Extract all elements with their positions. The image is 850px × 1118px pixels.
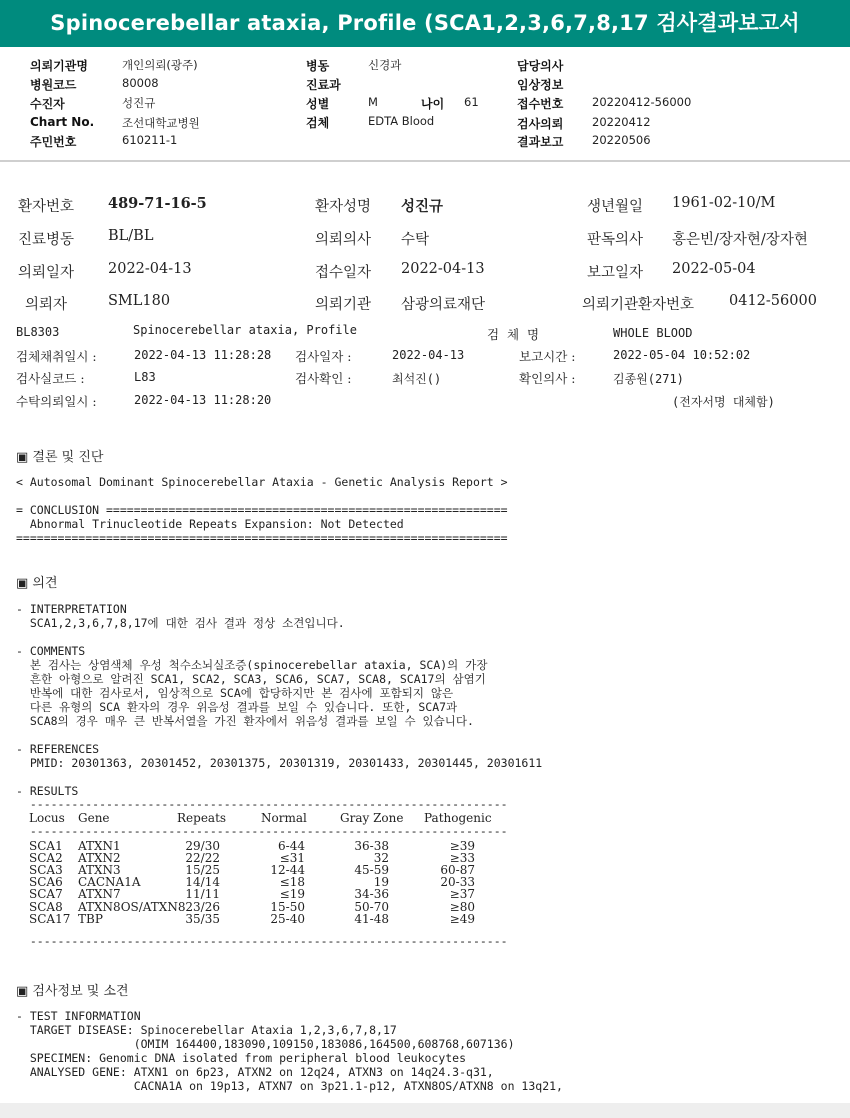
referring-doctor-value: 수탁 <box>401 232 430 248</box>
patient-name-label: 환자성명 <box>315 199 372 215</box>
references-text: PMID: 20301363, 20301452, 20301375, 20301319, 20301433, 20301445, 20301611 <box>16 756 543 770</box>
request-time-value: 2022-04-13 11:28:20 <box>134 393 272 407</box>
age-label: 나이 <box>421 97 445 111</box>
results-title: - RESULTS <box>16 784 79 798</box>
ward-value: 신경과 <box>368 58 402 72</box>
conclusion-line: = CONCLUSION ========================================================== <box>16 503 508 517</box>
report-date-label: 보고일자 <box>587 265 644 281</box>
examinee-label: 수진자 <box>30 97 65 111</box>
page-bottom-strip <box>0 1103 850 1118</box>
results-rule-mid: --------------------------------------------------------------------- <box>16 824 508 838</box>
test-name: Spinocerebellar ataxia, Profile <box>133 323 357 337</box>
result-cell-gene: ATXN8OS/ATXN8 <box>78 899 186 914</box>
result-cell-locus: SCA1 <box>29 839 63 853</box>
result-cell-normal: 12-44 <box>270 863 305 878</box>
test-info-line: - TEST INFORMATION <box>16 1009 141 1023</box>
hospital-code-value: 80008 <box>122 76 159 90</box>
institution-patient-no-label: 의뢰기관환자번호 <box>582 297 695 313</box>
conclusion-header: ▣ 결론 및 진단 <box>16 450 104 465</box>
result-cell-locus: SCA7 <box>29 887 63 902</box>
test-confirm-label: 검사확인 : <box>295 371 352 386</box>
result-cell-locus: SCA2 <box>29 851 63 866</box>
request-date-label: 의뢰일자 <box>18 265 75 281</box>
comments-title: - COMMENTS <box>16 644 86 658</box>
col-header-locus: Locus <box>29 811 65 825</box>
col-header-normal: Normal <box>261 811 307 825</box>
department-label: 진료과 <box>306 78 341 92</box>
requester-value: SML180 <box>108 293 171 309</box>
hospital-name-value: 개인의뢰(광주) <box>122 58 198 72</box>
birthdate-label: 생년월일 <box>587 199 644 215</box>
result-cell-path: ≥80 <box>449 899 475 914</box>
result-cell-repeats: 14/14 <box>185 875 220 890</box>
doctor-in-charge-label: 담당의사 <box>517 59 564 73</box>
result-cell-repeats: 35/35 <box>185 911 220 926</box>
test-date-value: 2022-04-13 <box>392 348 465 362</box>
result-cell-path: ≥33 <box>449 851 475 866</box>
result-cell-repeats: 29/30 <box>185 839 220 853</box>
test-info-header: ▣ 검사정보 및 소견 <box>16 984 129 999</box>
reception-no-label: 접수번호 <box>517 97 564 111</box>
reading-doctor-label: 판독의사 <box>587 232 644 248</box>
references-title: - REFERENCES <box>16 742 100 756</box>
results-rule-top: --------------------------------------------------------------------- <box>16 797 508 811</box>
results-rule-bottom: --------------------------------------------------------------------- <box>16 934 508 948</box>
result-cell-repeats: 11/11 <box>185 887 220 902</box>
reading-doctor-value: 홍은빈/장자현/장자현 <box>672 232 808 248</box>
result-cell-gray: 50-70 <box>354 899 389 914</box>
result-cell-gray: 32 <box>373 851 389 866</box>
result-cell-gene: ATXN7 <box>78 887 121 902</box>
result-cell-path: ≥49 <box>449 911 475 926</box>
sex-label: 성별 <box>306 97 330 111</box>
age-value: 61 <box>464 95 479 109</box>
result-cell-gray: 36-38 <box>354 839 389 853</box>
result-cell-normal: 15-50 <box>270 899 305 914</box>
test-date-label: 검사일자 : <box>295 349 352 364</box>
conclusion-text: Abnormal Trinucleotide Repeats Expansion: Not Detected <box>16 517 404 531</box>
result-cell-normal: ≤31 <box>279 851 305 866</box>
test-code: BL8303 <box>16 325 60 339</box>
result-cell-normal: ≤19 <box>279 887 305 902</box>
institution-patient-no-value: 0412-56000 <box>729 293 817 309</box>
test-confirm-value: 최석진() <box>392 372 442 386</box>
chart-no-label: Chart No. <box>30 115 95 129</box>
result-cell-gene: ATXN1 <box>78 839 121 853</box>
referring-doctor-label: 의뢰의사 <box>315 232 372 248</box>
lab-code-value: L83 <box>134 370 156 384</box>
result-cell-path: 20-33 <box>440 875 475 890</box>
result-cell-locus: SCA17 <box>29 911 71 926</box>
hospital-name-label: 의뢰기관명 <box>30 59 88 73</box>
test-info-line: SPECIMEN: Genomic DNA isolated from peripheral blood leukocytes <box>16 1051 467 1065</box>
result-cell-locus: SCA6 <box>29 875 63 890</box>
hospital-code-label: 병원코드 <box>30 78 77 92</box>
result-cell-path: ≥37 <box>449 887 475 902</box>
report-time-value: 2022-05-04 10:52:02 <box>613 348 751 362</box>
result-cell-path: 60-87 <box>440 863 475 878</box>
reception-no-value: 20220412-56000 <box>592 95 692 109</box>
test-request-value: 20220412 <box>592 115 651 129</box>
test-info-line: (OMIM 164400,183090,109150,183086,164500,608768,607136) <box>16 1037 515 1051</box>
result-cell-gene: CACNA1A <box>78 875 141 890</box>
col-header-grayzone: Gray Zone <box>340 811 404 825</box>
reception-date-label: 접수일자 <box>315 265 372 281</box>
report-title: Spinocerebellar ataxia, Profile (SCA1,2,3,6,7,8,17 검사결과보고서 <box>0 0 850 47</box>
result-cell-locus: SCA3 <box>29 863 63 878</box>
patient-no-label: 환자번호 <box>18 199 75 215</box>
opinion-header: ▣ 의견 <box>16 576 58 591</box>
result-cell-normal: 6-44 <box>278 839 305 853</box>
specimen-name-value: WHOLE BLOOD <box>613 326 693 340</box>
confirm-doctor-value: 김종원(271) <box>613 372 684 386</box>
specimen-label: 검체 <box>306 116 330 130</box>
resident-no-value: 610211-1 <box>122 133 178 147</box>
patient-name-value: 성진규 <box>401 198 444 215</box>
result-report-label: 결과보고 <box>517 135 564 149</box>
clinical-info-label: 임상정보 <box>517 78 564 92</box>
collection-time-label: 검체채취일시 : <box>16 349 97 364</box>
col-header-pathogenic: Pathogenic <box>424 811 492 825</box>
report-time-label: 보고시간 : <box>519 349 576 364</box>
result-cell-gray: 41-48 <box>354 911 389 926</box>
ward-label: 병동 <box>306 59 330 73</box>
header-divider <box>0 160 850 162</box>
e-signature-note: (전자서명 대체함) <box>672 395 775 409</box>
comments-line: 흔한 아형으로 알려진 SCA1, SCA2, SCA3, SCA6, SCA7, SCA8, SCA17의 삼염기 <box>16 672 486 686</box>
result-cell-gray: 34-36 <box>354 887 389 902</box>
test-info-line: ANALYSED GENE: ATXN1 on 6p23, ATXN2 on 12q24, ATXN3 on 14q24.3-q31, <box>16 1065 494 1079</box>
comments-line: 반복에 대한 검사로서, 임상적으로 SCA에 합당하지만 본 검사에 포함되지 않은 <box>16 686 454 700</box>
specimen-name-label: 검 체 명 <box>487 327 540 342</box>
result-cell-gene: ATXN3 <box>78 863 121 878</box>
resident-no-label: 주민번호 <box>30 135 77 149</box>
report-subtitle: < Autosomal Dominant Spinocerebellar Ataxia - Genetic Analysis Report > <box>16 475 508 489</box>
confirm-doctor-label: 확인의사 : <box>519 371 576 386</box>
result-cell-normal: 25-40 <box>270 911 305 926</box>
comments-line: 다른 유형의 SCA 환자의 경우 위음성 결과를 보일 수 있습니다. 또한, SCA7과 <box>16 700 458 714</box>
result-cell-normal: ≤18 <box>279 875 305 890</box>
result-cell-locus: SCA8 <box>29 899 63 914</box>
test-request-label: 검사의뢰 <box>517 117 564 131</box>
test-info-line: CACNA1A on 19p13, ATXN7 on 3p21.1-p12, ATXN8OS/ATXN8 on 13q21, <box>16 1079 563 1093</box>
requesting-institution-label: 의뢰기관 <box>315 297 372 313</box>
test-info-line: TARGET DISEASE: Spinocerebellar Ataxia 1,2,3,6,7,8,17 <box>16 1023 397 1037</box>
lab-code-label: 검사실코드 : <box>16 371 85 386</box>
collection-time-value: 2022-04-13 11:28:28 <box>134 348 272 362</box>
comments-line: SCA8의 경우 매우 큰 반복서열을 가진 환자에서 위음성 결과를 보일 수 있습니다. <box>16 714 474 728</box>
birthdate-value: 1961-02-10/M <box>672 195 776 211</box>
request-time-label: 수탁의뢰일시 : <box>16 394 97 409</box>
result-cell-gray: 45-59 <box>354 863 389 878</box>
specimen-value: EDTA Blood <box>368 114 435 128</box>
requester-label: 의뢰자 <box>25 297 68 313</box>
result-cell-repeats: 22/22 <box>185 851 220 866</box>
interpretation-title: - INTERPRETATION <box>16 602 127 616</box>
comments-line: 본 검사는 상염색체 우성 척수소뇌실조증(spinocerebellar ataxia, SCA)의 가장 <box>16 658 488 672</box>
patient-no-value: 489-71-16-5 <box>108 195 207 212</box>
ward-label-2: 진료병동 <box>18 232 75 248</box>
col-header-gene: Gene <box>78 811 110 825</box>
result-cell-path: ≥39 <box>449 839 475 853</box>
result-cell-gene: TBP <box>78 911 103 926</box>
ward-value-2: BL/BL <box>108 228 154 244</box>
sex-value: M <box>368 95 378 109</box>
reception-date-value: 2022-04-13 <box>401 261 485 277</box>
chart-no-value: 조선대학교병원 <box>122 116 200 130</box>
examinee-value: 성진규 <box>122 96 156 110</box>
result-cell-gene: ATXN2 <box>78 851 121 866</box>
result-cell-gray: 19 <box>373 875 389 890</box>
report-date-value: 2022-05-04 <box>672 261 756 277</box>
interpretation-text: SCA1,2,3,6,7,8,17에 대한 검사 결과 정상 소견입니다. <box>16 616 345 630</box>
result-report-value: 20220506 <box>592 133 651 147</box>
request-date-value: 2022-04-13 <box>108 261 192 277</box>
conclusion-rule: ======================================================================= <box>16 531 508 545</box>
result-cell-repeats: 15/25 <box>185 863 220 878</box>
result-cell-repeats: 23/26 <box>185 899 220 914</box>
requesting-institution-value: 삼광의료재단 <box>401 297 486 313</box>
col-header-repeats: Repeats <box>177 811 227 825</box>
